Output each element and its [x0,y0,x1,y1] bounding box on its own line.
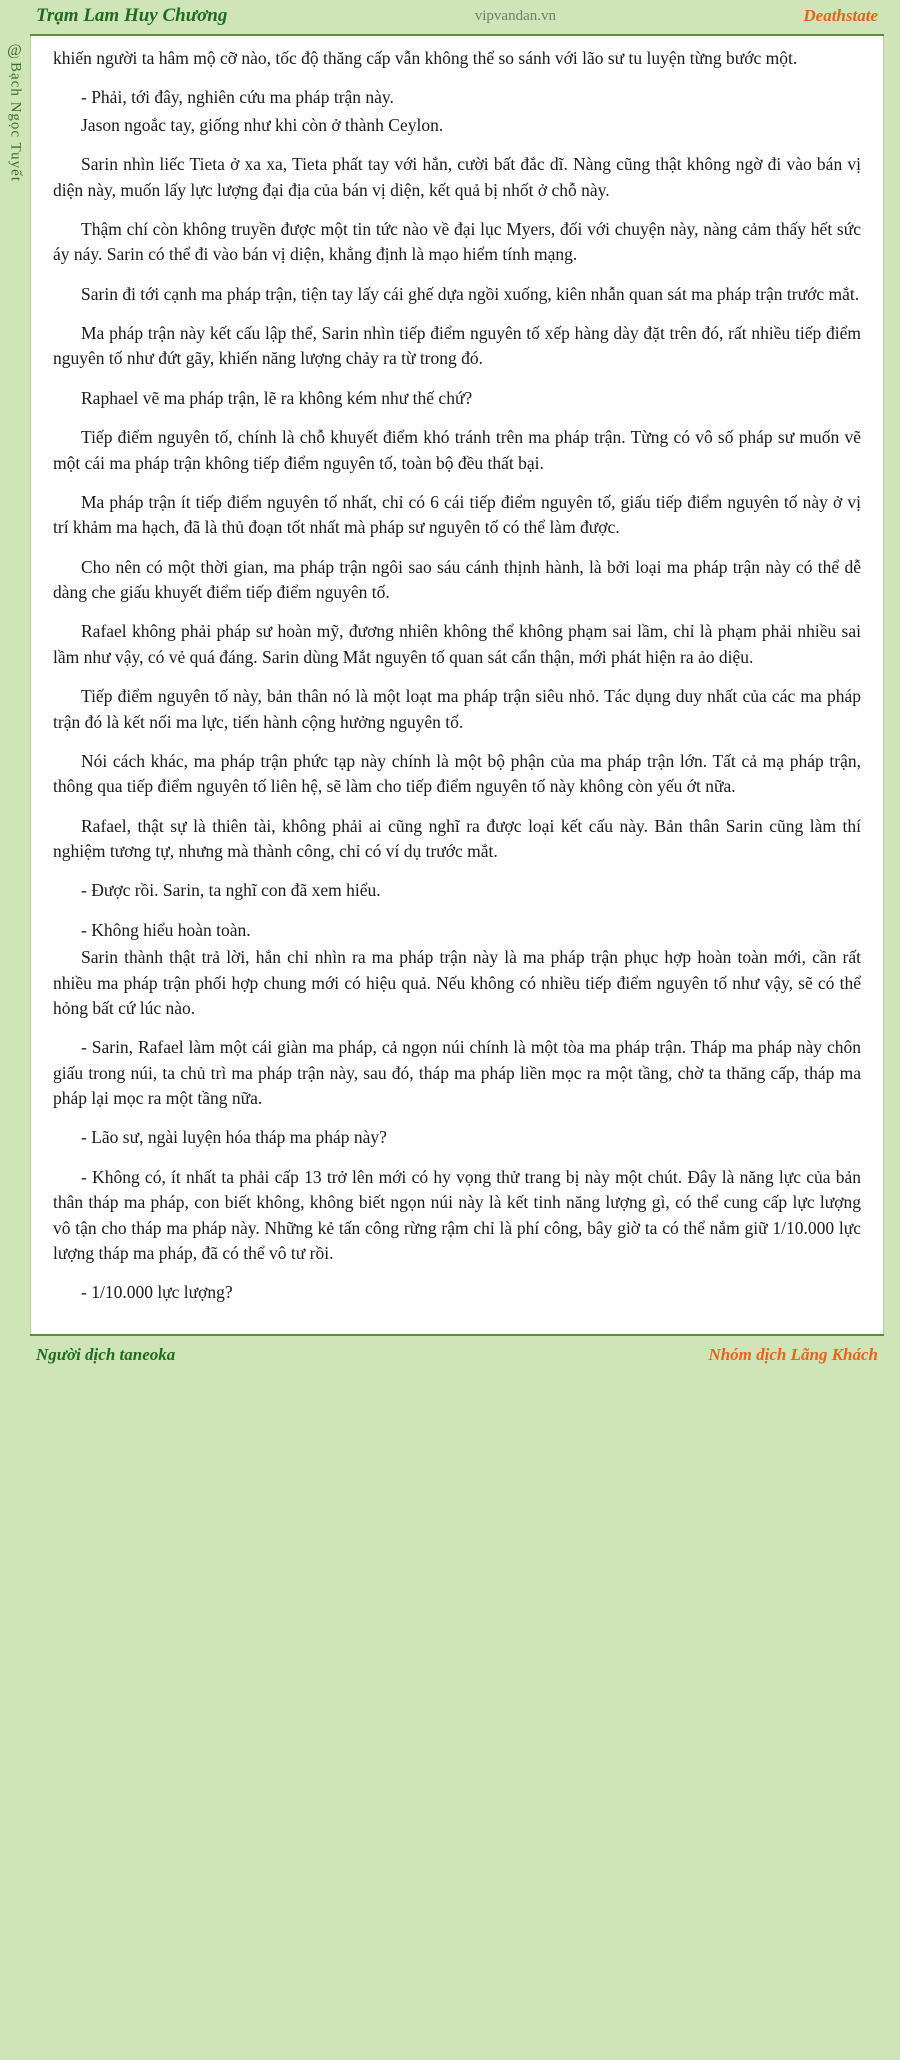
paragraph: Ma pháp trận này kết cấu lập thể, Sarin nhìn tiếp điểm nguyên tố xếp hàng dày đặt trên đó, rất nhiều tiếp điểm nguyên tố như đứt gãy, khiến năng lượng chảy ra từ trong đó. [53,323,861,369]
paragraph: Ma pháp trận ít tiếp điểm nguyên tố nhất, chỉ có 6 cái tiếp điểm nguyên tố, giấu tiếp điểm nguyên tố này ở vị trí khảm ma hạch, đã là thủ đoạn tốt nhất mà pháp sư nguyên tố có thể làm được. [53,491,861,538]
paragraph: - Được rồi. Sarin, ta nghĩ con đã xem hiểu. [81,880,381,901]
paragraph: - 1/10.000 lực lượng? [81,1282,233,1303]
paragraph: Thậm chí còn không truyền được một tin tức nào về đại lục Myers, đối với chuyện này, nàng cảm thấy hết sức áy náy. Sarin có thể đi vào bán vị diện, khẳng định là mạo hiểm tính mạng. [53,218,861,265]
watermark-at-symbol: @ [7,42,23,59]
paragraph: Sarin thành thật trả lời, hắn chỉ nhìn ra ma pháp trận này là ma pháp trận phục hợp hoàn toàn mới, cần rất nhiều ma pháp trận phối hợp chung mới có hiệu quả. Nếu không có nhiều tiếp điểm nguyên tố như vậy, sẽ có thể hỏng bất cứ lúc nào. [53,947,861,1018]
paragraph: - Lão sư, ngài luyện hóa tháp ma pháp này? [81,1127,387,1148]
watermark-text: Bạch Ngọc Tuyết [7,62,24,182]
paragraph: Cho nên có một thời gian, ma pháp trận ngôi sao sáu cánh thịnh hành, là bởi loại ma pháp trận này có thể dễ dàng che giấu khuyết điểm tiếp điểm nguyên tố. [53,556,861,602]
paragraph: Tiếp điểm nguyên tố, chính là chỗ khuyết điểm khó tránh trên ma pháp trận. Từng có vô số pháp sư muốn vẽ một cái ma pháp trận không tiếp điểm nguyên tố, toàn bộ đều thất bại. [53,427,861,473]
paragraph: - Phải, tới đây, nghiên cứu ma pháp trận này. [81,87,394,108]
watermark [2,42,28,372]
paragraph: Rafael không phải pháp sư hoàn mỹ, đương nhiên không thể không phạm sai lầm, chỉ là phạm phải nhiều sai lầm như vậy, có vẻ quá đáng. Sarin dùng Mắt nguyên tố quan sát cẩn thận, mới phát hiện ra ảo diệu. [53,621,861,667]
paragraph: - Không có, ít nhất ta phải cấp 13 trở lên mới có hy vọng thử trang bị này một chút. Đây là năng lực của bản thân tháp ma pháp, con biết không, không biết ngọn núi này là kết tinh năng lượng gì, có thể cung cấp lực lượng vô tận cho tháp ma pháp này. Những kẻ tấn công rừng rậm chỉ là phí công, bây giờ ta có thể nắm giữ 1/10.000 lực lượng tháp ma pháp, đã có thể vô tư rồi. [53,1166,861,1263]
paragraph: - Sarin, Rafael làm một cái giàn ma pháp, cả ngọn núi chính là một tòa ma pháp trận. Tháp ma pháp này chôn giấu trong núi, ta chủ trì ma pháp trận này, sau đó, tháp ma pháp liền mọc ra một tầng, chờ ta thăng cấp, tháp ma pháp lại mọc ra một tầng nữa. [53,1037,861,1108]
page-footer [30,1334,884,1372]
paragraph: Rafael, thật sự là thiên tài, không phải ai cũng nghĩ ra được loại kết cấu này. Bản thân Sarin cũng làm thí nghiệm tương tự, nhưng mà thành công, chỉ có ví dụ trước mắt. [53,815,861,861]
paragraph: Tiếp điểm nguyên tố này, bản thân nó là một loạt ma pháp trận siêu nhỏ. Tác dụng duy nhất của các ma pháp trận đó là kết nối ma lực, tiến hành cộng hưởng nguyên tố. [53,686,861,732]
paragraph: Jason ngoắc tay, giống như khi còn ở thành Ceylon. [81,114,444,135]
footer-translator: Người dịch taneoka [36,1344,176,1364]
paragraph: khiến người ta hâm mộ cỡ nào, tốc độ thăng cấp vẫn không thể so sánh với lão sư tu luyện từng bước một. [53,48,798,68]
paragraph: - Không hiểu hoàn toàn. [81,919,251,940]
chapter-body [30,36,884,1334]
paragraph: Sarin nhìn liếc Tieta ở xa xa, Tieta phất tay với hắn, cười bất đắc dĩ. Nàng cũng thật không ngờ đi vào bán vị diện này, muốn lấy lực lượng đại địa của bán vị diện, kết quả bị nhốt ở chỗ này. [53,154,861,200]
paragraph: Nói cách khác, ma pháp trận phức tạp này chính là một bộ phận của ma pháp trận lớn. Tất cả mạ pháp trận, thông qua tiếp điểm nguyên tố liên hệ, sẽ làm cho tiếp điểm nguyên tố này không còn yếu ớt nữa. [53,750,861,797]
header-url: vipvandan.vn [474,7,556,24]
page-header [30,0,884,36]
header-site-name: Trạm Lam Huy Chương [36,5,228,26]
paragraph: Sarin đi tới cạnh ma pháp trận, tiện tay lấy cái ghế dựa ngồi xuống, kiên nhẫn quan sát ma pháp trận trước mắt. [81,283,860,304]
paragraph: Raphael vẽ ma pháp trận, lẽ ra không kém như thế chứ? [81,387,473,408]
header-book-title: Deathstate [803,6,878,25]
right-margin [884,0,900,2060]
footer-group: Nhóm dịch Lãng Khách [708,1344,878,1364]
